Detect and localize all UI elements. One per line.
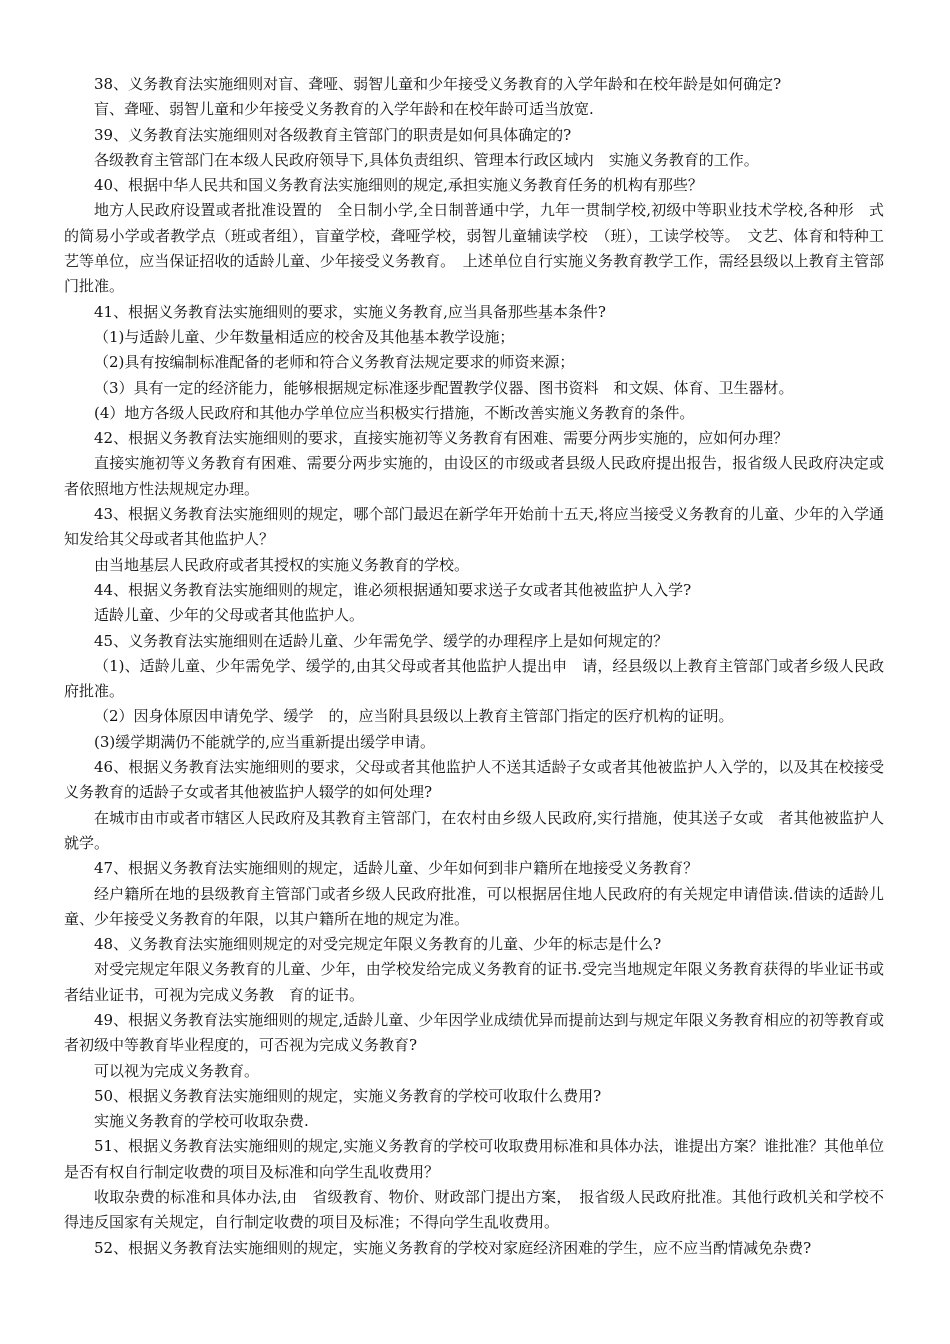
answer-41-item-1: （1)与适龄儿童、少年数量相适应的校舍及其他基本教学设施； xyxy=(94,327,515,346)
answer-45-item-2: （2）因身体原因申请免学、缓学 的，应当附具县级以上教育主管部门指定的医疗机构的证明。 xyxy=(94,707,734,726)
answer-50: 实施义务教育的学校可收取杂费. xyxy=(94,1112,309,1131)
question-39: 39、义务教育法实施细则对各级教育主管部门的职责是如何具体确定的? xyxy=(94,125,572,144)
answer-43: 由当地基层人民政府或者其授权的实施义务教育的学校。 xyxy=(94,555,470,574)
question-42: 42、根据义务教育法实施细则的要求，直接实施初等义务教育有困难、需要分两步实施的，应如何办理？ xyxy=(94,429,789,448)
answer-44: 适龄儿童、少年的父母或者其他监护人。 xyxy=(94,606,365,625)
answer-41-item-4: (4）地方各级人民政府和其他办学单位应当积极实行措施，不断改善实施义务教育的条件。 xyxy=(94,403,695,422)
question-52: 52、根据义务教育法实施细则的规定，实施义务教育的学校对家庭经济困难的学生，应不应当酌情减免杂费? xyxy=(94,1238,812,1257)
answer-45-item-1: （1)、适龄儿童、少年需免学、缓学的,由其父母或者其他监护人提出申 请，经县级以上教育主管部门或者乡级人民政府批准。 xyxy=(64,656,884,701)
answer-46: 在城市由市或者市辖区人民政府及其教育主管部门，在农村由乡级人民政府,实行措施，使其送子女或 者其他被监护人就学。 xyxy=(64,808,884,852)
answer-42: 直接实施初等义务教育有困难、需要分两步实施的，由设区的市级或者县级人民政府提出报告，报省级人民政府决定或者依照地方性法规规定办理。 xyxy=(64,454,884,498)
question-51: 51、根据义务教育法实施细则的规定,实施义务教育的学校可收取费用标准和具体办法，谁提出方案？谁批准？其他单位是否有权自行制定收费的项目及标准和向学生乱收费用？ xyxy=(64,1137,884,1181)
question-48: 48、义务教育法实施细则规定的对受完规定年限义务教育的儿童、少年的标志是什么? xyxy=(94,935,662,954)
question-40: 40、根据中华人民共和国义务教育法实施细则的规定,承担实施义务教育任务的机构有那些？ xyxy=(94,176,703,195)
answer-40: 地方人民政府设置或者批准设置的 全日制小学,全日制普通中学，九年一贯制学校,初级中等职业技术学校,各种形 式的简易小学或者教学点（班或者组），盲童学校，聋哑学校，弱智儿童辅读学校 （班），工读学校等。 文艺、体育和特种工艺等单位，应当保证招收的适龄儿童、少年接受义务教育。 上述单位自行实施义务教育教学工作，需经县级以上教育主管部门批准。 xyxy=(64,201,884,296)
question-50: 50、根据义务教育法实施细则的规定，实施义务教育的学校可收取什么费用? xyxy=(94,1086,602,1105)
answer-48: 对受完规定年限义务教育的儿童、少年，由学校发给完成义务教育的证书.受完当地规定年限义务教育获得的毕业证书或者结业证书，可视为完成义务教 育的证书。 xyxy=(64,960,884,1004)
answer-38: 盲、聋哑、弱智儿童和少年接受义务教育的入学年龄和在校年龄可适当放宽. xyxy=(94,100,594,119)
question-41: 41、根据义务教育法实施细则的要求，实施义务教育,应当具备那些基本条件? xyxy=(94,302,606,321)
question-38: 38、义务教育法实施细则对盲、聋哑、弱智儿童和少年接受义务教育的入学年龄和在校年龄是如何确定? xyxy=(94,75,782,93)
answer-45-item-3: (3)缓学期满仍不能就学的,应当重新提出缓学申请。 xyxy=(94,732,436,751)
answer-49: 可以视为完成义务教育。 xyxy=(94,1061,260,1080)
question-47: 47、根据义务教育法实施细则的规定，适龄儿童、少年如何到非户籍所在地接受义务教育？ xyxy=(94,859,699,878)
answer-47: 经户籍所在地的县级教育主管部门或者乡级人民政府批准，可以根据居住地人民政府的有关规定申请借读.借读的适龄儿童、少年接受义务教育的年限，以其户籍所在地的规定为准。 xyxy=(64,884,884,928)
question-46: 46、根据义务教育法实施细则的要求，父母或者其他监护人不送其适龄子女或者其他被监护人入学的，以及其在校接受义务教育的适龄子女或者其他被监护人辍学的如何处理? xyxy=(64,758,884,802)
question-49: 49、根据义务教育法实施细则的规定,适龄儿童、少年因学业成绩优异而提前达到与规定年限义务教育相应的初等教育或者初级中等教育毕业程度的，可否视为完成义务教育? xyxy=(64,1010,884,1055)
answer-39: 各级教育主管部门在本级人民政府领导下,具体负责组织、管理本行政区域内 实施义务教育的工作。 xyxy=(94,150,759,169)
answer-51: 收取杂费的标准和具体办法,由 省级教育、物价、财政部门提出方案， 报省级人民政府批准。其他行政机关和学校不得违反国家有关规定，自行制定收费的项目及标准；不得向学生乱收费用。 xyxy=(64,1188,884,1232)
answer-41-item-3: （3）具有一定的经济能力，能够根据规定标准逐步配置教学仪器、图书资料 和文娱、体育、卫生器材。 xyxy=(94,378,794,397)
question-44: 44、根据义务教育法实施细则的规定，谁必须根据通知要求送子女或者其他被监护人入学? xyxy=(94,580,692,599)
question-43: 43、根据义务教育法实施细则的规定，哪个部门最迟在新学年开始前十五天,将应当接受义务教育的儿童、少年的入学通知发给其父母或者其他监护人？ xyxy=(64,505,884,549)
question-45: 45、义务教育法实施细则在适龄儿童、少年需免学、缓学的办理程序上是如何规定的？ xyxy=(94,631,669,650)
answer-41-item-2: （2)具有按编制标准配备的老师和符合义务教育法规定要求的师资来源； xyxy=(94,353,575,372)
